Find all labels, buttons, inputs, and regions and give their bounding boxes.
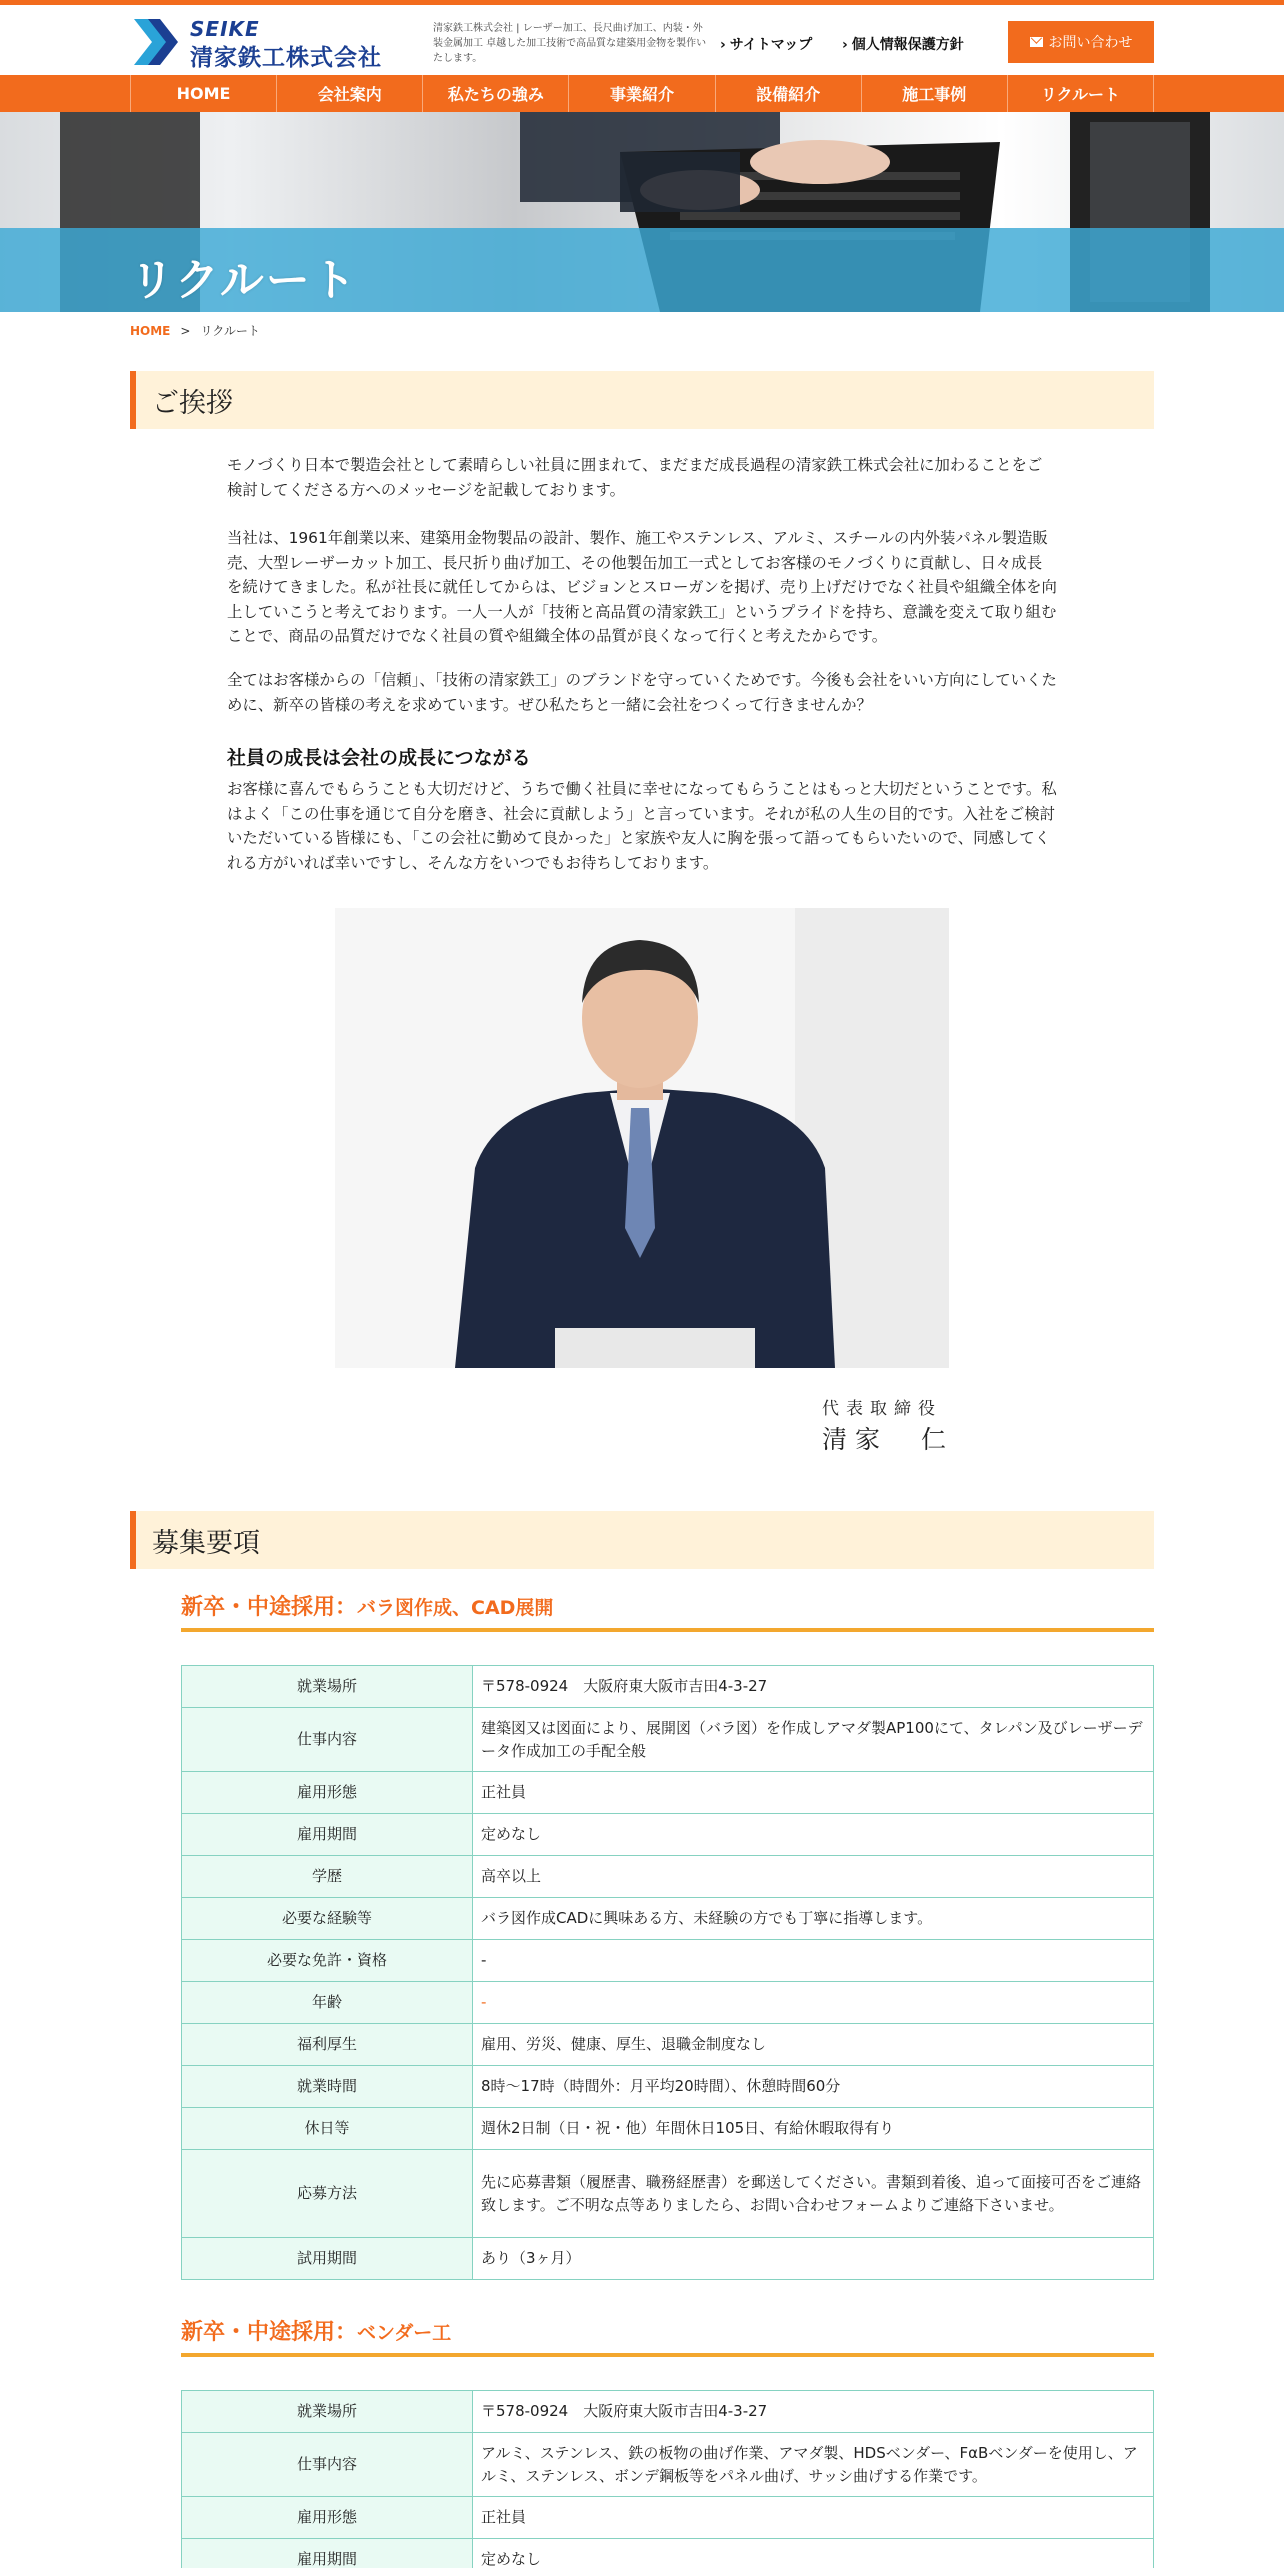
- nav-item-strengths[interactable]: 私たちの強み: [423, 75, 569, 112]
- row-value: 正社員: [473, 2497, 1154, 2539]
- row-value: -: [473, 1940, 1154, 1982]
- row-value: 週休2日制（日・祝・他）年間休日105日、有給休暇取得有り: [473, 2108, 1154, 2150]
- breadcrumb-home-link[interactable]: HOME: [130, 324, 171, 338]
- job-title-sub: バラ図作成、CAD展開: [357, 1597, 554, 1619]
- row-label: 休日等: [182, 2108, 473, 2150]
- row-label: 雇用形態: [182, 1772, 473, 1814]
- table-row: [182, 1666, 1154, 1708]
- greeting-paragraph-4: お客様に喜んでもらうことも大切だけど、うちで働く社員に幸せになってもらうことはもっと大切だということです。私はよく「この仕事を通じて自分を磨き、社会に貢献しよう」と言っています。それが私の人生の目的です。入社をご検討いただいている皆様にも、「この会社に勤めて良かった」と家族や友人に胸を張って語ってもらいたいので、同感してくれる方がいれば幸いですし、そんな方をいつでもお待ちしております。: [227, 780, 1057, 872]
- row-value: 〒578-0924 大阪府東大阪市吉田4-3-27: [473, 2391, 1154, 2433]
- nav-item-recruit[interactable]: リクルート: [1008, 75, 1154, 112]
- row-value: 定めなし: [473, 1814, 1154, 1856]
- job-title-main: 新卒・中途採用：: [181, 1595, 358, 1620]
- table-row: [182, 1708, 1154, 1772]
- requirements-table-bender: [181, 2390, 1154, 2568]
- row-value: 8時～17時（時間外：月平均20時間）、休憩時間60分: [473, 2066, 1154, 2108]
- privacy-policy-link[interactable]: › 個人情報保護方針: [842, 37, 964, 53]
- sitemap-link[interactable]: › サイトマップ: [720, 37, 813, 53]
- row-label: 学歴: [182, 1856, 473, 1898]
- recruit-heading: 募集要項: [130, 1511, 1154, 1569]
- row-label: 必要な免許・資格: [182, 1940, 473, 1982]
- hero-banner: [0, 112, 1284, 312]
- job-title-main: 新卒・中途採用：: [181, 2320, 358, 2345]
- signature-name: 清家 仁: [822, 1425, 955, 1454]
- logo-japanese: 清家鉄工株式会社: [190, 45, 382, 71]
- greeting-heading: ご挨拶: [130, 371, 1154, 429]
- row-label: 雇用形態: [182, 2497, 473, 2539]
- row-value: アルミ、ステンレス、鉄の板物の曲げ作業、アマダ製、HDSベンダー、FαBベンダーを使用し、アルミ、ステンレス、ボンデ鋼板等をパネル曲げ、サッシ曲げする作業です。: [473, 2433, 1154, 2497]
- table-row: [182, 2150, 1154, 2238]
- greeting-paragraph-2: 当社は、1961年創業以来、建築用金物製品の設計、製作、施工やステンレス、アルミ、スチールの内外装パネル製造販売、大型レーザーカット加工、長尺折り曲げ加工、その他製缶加工一式としてお客様のモノづくりに貢献し、日々成長を続けてきました。私が社長に就任してからは、ビジョンとスローガンを掲げ、売り上げだけでなく社員や組織全体を向上していこうと考えております。一人一人が「技術と高品質の清家鉄工」というプライドを持ち、意識を変えて取り組むことで、商品の品質だけでなく社員の質や組織全体の品質が良くなって行くと考えたからです。: [227, 529, 1057, 645]
- breadcrumb-separator: >: [180, 324, 191, 338]
- row-label: 試用期間: [182, 2238, 473, 2280]
- table-row: [182, 2433, 1154, 2497]
- company-logo[interactable]: [130, 15, 385, 71]
- nav-item-home[interactable]: HOME: [131, 75, 277, 112]
- table-row: [182, 1772, 1154, 1814]
- row-value: 先に応募書類（履歴書、職務経歴書）を郵送してください。書類到着後、追って面接可否をご連絡致します。ご不明な点等ありましたら、お問い合わせフォームよりご連絡下さいませ。: [473, 2150, 1154, 2238]
- breadcrumb: [130, 322, 260, 339]
- breadcrumb-current: リクルート: [200, 324, 260, 338]
- greeting-paragraph-1: モノづくり日本で製造会社として素晴らしい社員に囲まれて、まだまだ成長過程の清家鉄工株式会社に加わることをご検討してくださる方へのメッセージを記載しております。: [227, 456, 1043, 499]
- table-row: [182, 1940, 1154, 1982]
- table-row: [182, 2539, 1154, 2568]
- row-value: 高卒以上: [473, 1856, 1154, 1898]
- row-label: 就業場所: [182, 1666, 473, 1708]
- row-label: 福利厚生: [182, 2024, 473, 2066]
- row-label: 就業時間: [182, 2066, 473, 2108]
- chevron-right-icon: ›: [842, 37, 848, 53]
- job-title-cad: [181, 1590, 1154, 1632]
- table-row: [182, 1898, 1154, 1940]
- header-tagline: 清家鉄工株式会社 | レーザー加工、長尺曲げ加工、内装・外装金属加工 卓越した加工技術で高品質な建築用金物を製作いたします。: [433, 23, 707, 64]
- row-label: 年齢: [182, 1982, 473, 2024]
- row-label: 雇用期間: [182, 1814, 473, 1856]
- row-value: あり（3ヶ月）: [473, 2238, 1154, 2280]
- table-row: [182, 1856, 1154, 1898]
- row-value: -: [473, 1982, 1154, 2024]
- nav-item-company[interactable]: 会社案内: [277, 75, 423, 112]
- row-label: 応募方法: [182, 2150, 473, 2238]
- table-row: [182, 2024, 1154, 2066]
- signature-title: 代表取締役: [822, 1399, 942, 1419]
- greeting-paragraph-3: 全てはお客様からの「信頼」、「技術の清家鉄工」のブランドを守っていくためです。今後も会社をいい方向にしていくために、新卒の皆様の考えを求めています。ぜひ私たちと一緒に会社をつくって行きませんか？: [227, 671, 1057, 714]
- table-row: [182, 2238, 1154, 2280]
- table-row: [182, 2497, 1154, 2539]
- table-row: [182, 2108, 1154, 2150]
- row-value: 雇用、労災、健康、厚生、退職金制度なし: [473, 2024, 1154, 2066]
- main-nav: [0, 75, 1284, 112]
- nav-item-business[interactable]: 事業紹介: [569, 75, 715, 112]
- row-value: 〒578-0924 大阪府東大阪市吉田4-3-27: [473, 1666, 1154, 1708]
- job-title-sub: ベンダー工: [357, 2322, 452, 2344]
- nav-item-equipment[interactable]: 設備紹介: [716, 75, 862, 112]
- site-header: [0, 5, 1284, 75]
- page-title: リクルート: [130, 255, 358, 306]
- table-row: [182, 2391, 1154, 2433]
- logo-english: SEIKE: [190, 17, 260, 41]
- row-label: 必要な経験等: [182, 1898, 473, 1940]
- job-title-bender: [181, 2315, 1154, 2357]
- contact-button[interactable]: お問い合わせ: [1008, 21, 1154, 63]
- greeting-subheading: 社員の成長は会社の成長につながる: [227, 747, 531, 769]
- requirements-table-cad: [181, 1665, 1154, 2280]
- table-row: [182, 1982, 1154, 2024]
- envelope-icon: [1030, 37, 1043, 47]
- row-label: 雇用期間: [182, 2539, 473, 2568]
- row-label: 就業場所: [182, 2391, 473, 2433]
- logo-mark-icon: [130, 17, 182, 67]
- president-photo: [335, 908, 949, 1368]
- row-value: 定めなし: [473, 2539, 1154, 2568]
- chevron-right-icon: ›: [720, 37, 726, 53]
- nav-item-works[interactable]: 施工事例: [862, 75, 1008, 112]
- row-value: 正社員: [473, 1772, 1154, 1814]
- row-value: 建築図又は図面により、展開図（バラ図）を作成しアマダ製AP100にて、タレパン及びレーザーデータ作成加工の手配全般: [473, 1708, 1154, 1772]
- row-label: 仕事内容: [182, 2433, 473, 2497]
- row-value: バラ図作成CADに興味ある方、未経験の方でも丁寧に指導します。: [473, 1898, 1154, 1940]
- row-label: 仕事内容: [182, 1708, 473, 1772]
- table-row: [182, 2066, 1154, 2108]
- table-row: [182, 1814, 1154, 1856]
